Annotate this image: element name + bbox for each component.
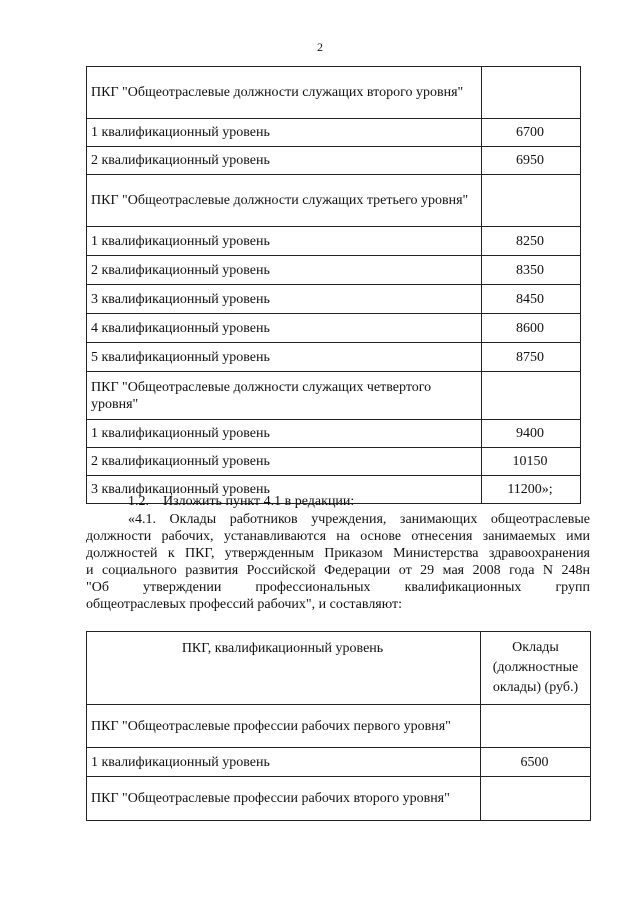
- salary-value-cell: [482, 372, 581, 420]
- level-label-cell: 2 квалификационный уровень: [87, 147, 482, 175]
- salary-value-cell: [481, 777, 591, 821]
- level-label-cell: 5 квалификационный уровень: [87, 343, 482, 372]
- salary-value-cell: 8350: [482, 256, 581, 285]
- body-line: должности рабочих, устанавливаются на основе отнесения занимаемых ими: [86, 529, 590, 544]
- salary-value-cell: 6700: [482, 119, 581, 147]
- level-label-cell: 1 квалификационный уровень: [87, 748, 481, 777]
- table-row: [87, 285, 581, 314]
- table-row: [87, 175, 581, 227]
- salary-value-cell: 9400: [482, 420, 581, 448]
- salary-value-cell: 8750: [482, 343, 581, 372]
- level-label-cell: 1 квалификационный уровень: [87, 227, 482, 256]
- group-label-cell: ПКГ "Общеотраслевые должности служащих третьего уровня": [87, 175, 482, 227]
- body-line: «4.1. Оклады работников учреждения, занимающих общеотраслевые: [128, 512, 590, 527]
- salary-table-employees: [86, 66, 581, 504]
- item-body: [86, 511, 590, 613]
- level-label-cell: 4 квалификационный уровень: [87, 314, 482, 343]
- table-row: [87, 420, 581, 448]
- salary-value-cell: [482, 175, 581, 227]
- level-label-cell: 2 квалификационный уровень: [87, 448, 482, 476]
- table-row: [87, 314, 581, 343]
- group-label-cell: ПКГ "Общеотраслевые профессии рабочих первого уровня": [87, 705, 481, 748]
- item-number: 1.2.: [128, 494, 149, 509]
- page-number: 2: [317, 40, 323, 54]
- body-line: общеотраслевых профессий рабочих", и составляют:: [86, 597, 403, 612]
- group-label-cell: ПКГ "Общеотраслевые профессии рабочих второго уровня": [87, 777, 481, 821]
- salary-value-cell: 8450: [482, 285, 581, 314]
- level-label-cell: 2 квалификационный уровень: [87, 256, 482, 285]
- table-row: [87, 372, 581, 420]
- level-label-cell: 3 квалификационный уровень: [87, 285, 482, 314]
- item-text: Изложить пункт 4.1 в редакции:: [163, 494, 355, 509]
- salary-value-cell: 6950: [482, 147, 581, 175]
- body-line: должностей к ПКГ, утвержденным Приказом Министерства здравоохранения: [86, 546, 590, 561]
- salary-value-cell: [481, 705, 591, 748]
- salary-value-cell: 8600: [482, 314, 581, 343]
- level-label-cell: 3 квалификационный уровень: [87, 476, 482, 504]
- group-label-cell: ПКГ "Общеотраслевые должности служащих второго уровня": [87, 67, 482, 119]
- table-row: [87, 256, 581, 285]
- salary-value-cell: 8250: [482, 227, 581, 256]
- salary-table-workers: [86, 631, 591, 821]
- table-row: [87, 448, 581, 476]
- table-header-row: [87, 632, 591, 705]
- salary-value-cell: 11200»;: [482, 476, 581, 504]
- table-row: [87, 227, 581, 256]
- salary-value-cell: 10150: [482, 448, 581, 476]
- column-header-group: ПКГ, квалификационный уровень: [87, 632, 481, 705]
- level-label-cell: 1 квалификационный уровень: [87, 420, 482, 448]
- table-row: [87, 67, 581, 119]
- table-row: [87, 777, 591, 821]
- column-header-salary: Оклады (должностные оклады) (руб.): [481, 632, 591, 705]
- table-row: [87, 119, 581, 147]
- level-label-cell: 1 квалификационный уровень: [87, 119, 482, 147]
- group-label-cell: ПКГ "Общеотраслевые должности служащих четвертого уровня": [87, 372, 482, 420]
- body-line: и социального развития Российской Федерации от 29 мая 2008 года N 248н: [86, 563, 590, 578]
- table-row: [87, 343, 581, 372]
- salary-value-cell: 6500: [481, 748, 591, 777]
- item-heading: [86, 493, 590, 510]
- salary-value-cell: [482, 67, 581, 119]
- table-row: [87, 705, 591, 748]
- body-line: "Об утверждении профессиональных квалификационных групп: [86, 580, 590, 595]
- table-row: [87, 147, 581, 175]
- table-row: [87, 748, 591, 777]
